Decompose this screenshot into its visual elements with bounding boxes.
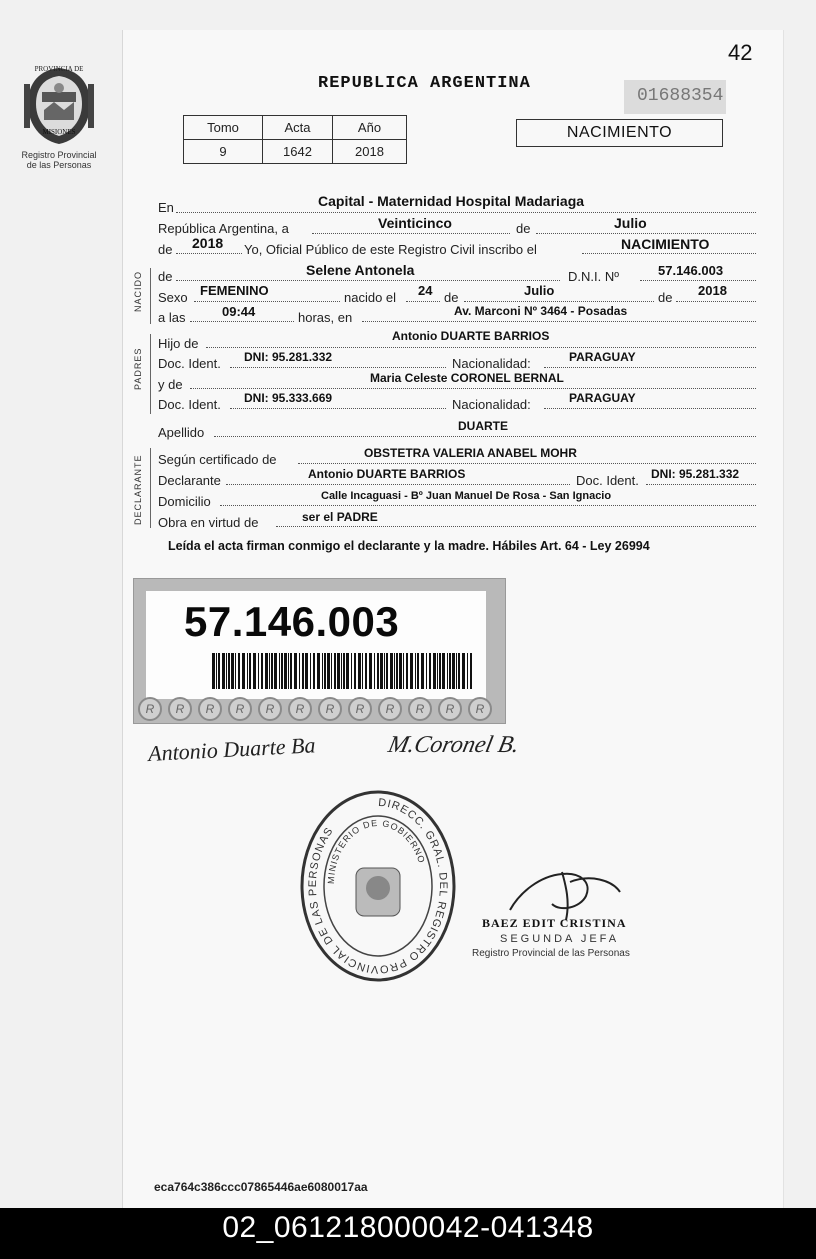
month-value: Julio (614, 215, 647, 231)
barcode-bar (228, 653, 230, 689)
section-divider (150, 334, 151, 414)
year-value: 2018 (192, 235, 224, 251)
barcode-bar (462, 653, 465, 689)
dotted-line (230, 367, 446, 368)
registry-table (183, 115, 407, 164)
horas-label: horas, en (298, 310, 353, 325)
nacionalidad-label: Nacionalidad: (452, 397, 531, 412)
barcode-bar (362, 653, 363, 689)
place-value: Capital - Maternidad Hospital Madariaga (318, 193, 585, 209)
capacity-value: ser el PADRE (302, 510, 378, 524)
barcode-bar (222, 653, 225, 689)
sex-value: FEMENINO (200, 283, 269, 298)
logo-caption (4, 150, 114, 170)
registry-header-row (184, 116, 407, 140)
dotted-line (646, 484, 756, 485)
dotted-line (226, 484, 570, 485)
barcode-bar (284, 653, 287, 689)
logo-text-bottom: MISIONES (42, 128, 76, 136)
birth-month-value: Julio (524, 283, 555, 298)
logo-caption-line-1: Registro Provincial (21, 150, 97, 160)
pattern-r-icon: R (438, 697, 462, 721)
barcode-bar (447, 653, 448, 689)
declarant-doc-value: DNI: 95.281.332 (651, 467, 740, 481)
barcode-bar (324, 653, 326, 689)
barcode-bar (374, 653, 375, 689)
event-value: NACIMIENTO (621, 236, 710, 252)
doc-ident-label: Doc. Ident. (576, 473, 639, 488)
registry-value-row (184, 140, 407, 164)
closing-statement: Leída el acta firman conmigo el declarante y la madre. Hábiles Art. 64 - Ley 26994 (168, 539, 650, 553)
barcode-bar (317, 653, 320, 689)
pattern-r-icon: R (318, 697, 342, 721)
barcode-bar (437, 653, 438, 689)
barcode-bar (216, 653, 217, 689)
tomo-value: 9 (184, 140, 263, 164)
dotted-line (220, 505, 756, 506)
domicile-value: Calle Incaguasi - Bº Juan Manuel De Rosa - San Ignacio (321, 490, 612, 502)
barcode-bar (467, 653, 468, 689)
barcode-bar (331, 653, 332, 689)
barcode-bar (399, 653, 402, 689)
segun-label: Según certificado de (158, 452, 277, 467)
nacido-el-label: nacido el (344, 290, 397, 305)
birth-year-value: 2018 (698, 283, 727, 298)
barcode-bar (449, 653, 451, 689)
barcode-bar (288, 653, 289, 689)
dotted-line (176, 253, 242, 254)
barcode-bar (377, 653, 379, 689)
barcode-bar (433, 653, 436, 689)
en-label: En (158, 200, 174, 215)
officer-role: SEGUNDA JEFA (500, 933, 620, 945)
barcode-bar (390, 653, 393, 689)
dotted-line (544, 367, 756, 368)
barcode-bar (470, 653, 472, 689)
official-seal (298, 788, 458, 988)
de-label: de (658, 290, 673, 305)
barcode-bar (247, 653, 248, 689)
logo-text-top: PROVINCIA DE (34, 65, 84, 73)
hijo-de-label: Hijo de (158, 336, 199, 351)
barcode-bar (439, 653, 441, 689)
pattern-r-icon: R (198, 697, 222, 721)
barcode-bar (456, 653, 457, 689)
republica-label: República Argentina, a (158, 221, 289, 236)
nacionalidad-label: Nacionalidad: (452, 356, 531, 371)
serial-number: 01688354 (637, 86, 724, 106)
barcode-bar (394, 653, 395, 689)
mother-doc-value: DNI: 95.333.669 (244, 391, 333, 405)
declarant-signature-text: Antonio Duarte Ba (147, 732, 317, 767)
apellido-label: Apellido (158, 425, 205, 440)
barcode-bar (365, 653, 367, 689)
dotted-line (406, 301, 440, 302)
a-las-label: a las (158, 310, 186, 325)
de-label: de (158, 269, 173, 284)
barcode-bar (351, 653, 352, 689)
dotted-line (176, 212, 756, 213)
declarante-side-label: DECLARANTE (133, 454, 143, 525)
barcode-bar (346, 653, 349, 689)
dotted-line (676, 301, 756, 302)
dotted-line (582, 253, 756, 254)
mother-signature (385, 720, 522, 764)
barcode-bar (452, 653, 455, 689)
barcode-bar (403, 653, 404, 689)
barcode-bar (299, 653, 300, 689)
barcode-bar (290, 653, 292, 689)
acta-header: Acta (263, 116, 333, 140)
barcode-bar (380, 653, 383, 689)
barcode-bar (258, 653, 259, 689)
barcode-bar (261, 653, 263, 689)
address-value: Av. Marconi Nº 3464 - Posadas (454, 304, 628, 318)
page-number: 42 (728, 40, 753, 65)
barcode-bar (271, 653, 273, 689)
barcode-bar (369, 653, 372, 689)
dotted-line (190, 388, 756, 389)
barcode-bar (274, 653, 277, 689)
section-divider (150, 448, 151, 528)
acta-value: 1642 (263, 140, 333, 164)
barcode-bar (265, 653, 268, 689)
pattern-r-icon: R (378, 697, 402, 721)
barcode-bar (305, 653, 308, 689)
barcode-bar (343, 653, 345, 689)
sexo-label: Sexo (158, 290, 188, 305)
pattern-r-icon: R (138, 697, 162, 721)
dotted-line (640, 280, 756, 281)
pattern-r-icon: R (258, 697, 282, 721)
seal-inner-text: MINISTERIO DE GOBIERNO (325, 817, 428, 885)
provincial-coat-of-arms-logo (20, 62, 98, 148)
sticker-dni-number: 57.146.003 (184, 598, 400, 645)
declarant-value: Antonio DUARTE BARRIOS (308, 467, 466, 481)
dotted-line (536, 233, 756, 234)
time-value: 09:44 (222, 304, 256, 319)
de-label: de (444, 290, 459, 305)
pattern-r-icon: R (168, 697, 192, 721)
pattern-r-icon: R (408, 697, 432, 721)
barcode-bar (417, 653, 419, 689)
name-value: Selene Antonela (306, 262, 415, 278)
birth-day-value: 24 (418, 283, 433, 298)
doc-ident-label: Doc. Ident. (158, 397, 221, 412)
section-divider (150, 268, 151, 324)
doc-ident-label: Doc. Ident. (158, 356, 221, 371)
certificate-value: OBSTETRA VALERIA ANABEL MOHR (364, 446, 577, 460)
barcode-bar (231, 653, 234, 689)
anio-value: 2018 (333, 140, 407, 164)
seal-ring-text: DIRECC. GRAL. DEL REGISTRO PROVINCIAL DE LAS PERSONAS (306, 796, 449, 976)
day-value: Veinticinco (378, 215, 452, 231)
domicilio-label: Domicilio (158, 494, 211, 509)
logo-caption-line-2: de las Personas (26, 160, 92, 170)
tomo-header: Tomo (184, 116, 263, 140)
inscribo-label: Yo, Oficial Público de este Registro Civil inscribo el (244, 242, 537, 257)
barcode-bar (406, 653, 408, 689)
de-label: de (158, 242, 173, 257)
pattern-r-icon: R (348, 697, 372, 721)
barcode-bar (358, 653, 361, 689)
mother-value: Maria Celeste CORONEL BERNAL (370, 371, 564, 385)
barcode-bar (354, 653, 356, 689)
document-title: REPUBLICA ARGENTINA (318, 74, 531, 93)
barcode-bar (279, 653, 280, 689)
y-de-label: y de (158, 377, 183, 392)
barcode-bar (238, 653, 240, 689)
barcode-bar (421, 653, 424, 689)
dotted-line (214, 436, 756, 437)
mother-signature-text: M.Coronel B. (385, 731, 522, 758)
mother-nationality-value: PARAGUAY (569, 391, 636, 405)
dotted-line (176, 280, 560, 281)
barcode-bar (235, 653, 236, 689)
anio-header: Año (333, 116, 407, 140)
barcode-bar (242, 653, 245, 689)
barcode-bar (410, 653, 413, 689)
dni-value: 57.146.003 (658, 263, 724, 278)
officer-organization: Registro Provincial de las Personas (472, 948, 630, 959)
barcode-bar (384, 653, 385, 689)
dotted-line (312, 233, 510, 234)
barcode-bar (294, 653, 297, 689)
dni-label: D.N.I. Nº (568, 269, 619, 284)
declarant-signature (144, 726, 354, 770)
document-hash: eca764c386ccc07865446ae6080017aa (154, 1180, 368, 1194)
barcode-bar (249, 653, 251, 689)
barcode-bar (313, 653, 315, 689)
barcode-bar (429, 653, 431, 689)
dotted-line (194, 301, 340, 302)
barcode-bar (415, 653, 416, 689)
barcode-bar (327, 653, 330, 689)
barcode-bar (269, 653, 270, 689)
barcode-bar (386, 653, 388, 689)
de-label: de (516, 221, 531, 236)
dotted-line (362, 321, 756, 322)
barcode-bar (253, 653, 256, 689)
dotted-line (464, 301, 654, 302)
pattern-r-icon: R (468, 697, 492, 721)
barcode-bar (396, 653, 398, 689)
pattern-r-icon: R (228, 697, 252, 721)
dotted-line (298, 463, 756, 464)
padres-side-label: PADRES (133, 347, 143, 390)
barcode-bar (337, 653, 340, 689)
act-type-box: NACIMIENTO (516, 119, 723, 147)
barcode-bar (226, 653, 227, 689)
barcode-bar (218, 653, 220, 689)
dotted-line (544, 408, 756, 409)
declarante-label: Declarante (158, 473, 221, 488)
dotted-line (206, 347, 756, 348)
father-doc-value: DNI: 95.281.332 (244, 350, 333, 364)
barcode-bar (426, 653, 427, 689)
surname-value: DUARTE (458, 419, 508, 433)
father-nationality-value: PARAGUAY (569, 350, 636, 364)
dotted-line (190, 321, 294, 322)
barcode-bar (322, 653, 323, 689)
obra-label: Obra en virtud de (158, 515, 259, 530)
barcode-bar (341, 653, 342, 689)
barcode-bar (310, 653, 311, 689)
barcode-bar (281, 653, 283, 689)
officer-signature (500, 862, 630, 922)
barcode-bar (334, 653, 336, 689)
father-value: Antonio DUARTE BARRIOS (392, 329, 550, 343)
nacido-side-label: NACIDO (133, 270, 143, 312)
pattern-r-icon: R (288, 697, 312, 721)
sticker-security-pattern (134, 695, 505, 723)
dotted-line (230, 408, 446, 409)
barcode-bar (442, 653, 445, 689)
barcode-bar (212, 653, 215, 689)
officer-name: BAEZ EDIT CRISTINA (482, 916, 627, 930)
barcode-icon (212, 653, 474, 689)
barcode-bar (302, 653, 304, 689)
barcode-bar (458, 653, 460, 689)
file-code: 02_061218000042-041348 (222, 1211, 594, 1244)
dotted-line (276, 526, 756, 527)
